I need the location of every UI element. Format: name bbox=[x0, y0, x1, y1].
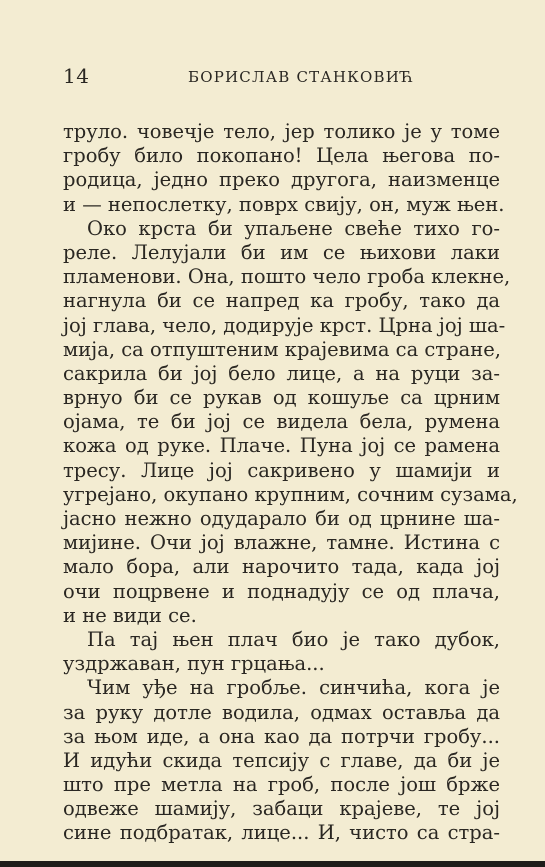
text-line: врнуо би се рукав од кошуље са црним bbox=[63, 386, 500, 410]
text-line: кожа од руке. Плаче. Пуна јој се рамена bbox=[63, 434, 500, 458]
text-line: родица, једно преко другога, наизменце bbox=[63, 168, 500, 192]
text-line: очи поцрвене и поднадују се од плача, bbox=[63, 579, 500, 603]
text-line: јасно нежно одударало би од црнине ша- bbox=[63, 507, 500, 530]
body-text bbox=[63, 120, 518, 846]
text-line: и не види се. bbox=[63, 603, 197, 627]
text-line: И идући скида тепсију с главе, да би је bbox=[63, 748, 500, 772]
text-line: угрејано, окупано крупним, сочним сузама, bbox=[63, 482, 518, 506]
text-line: за њом иде, а она као да потрчи гробу... bbox=[63, 724, 500, 748]
text-line: Чим уђе на гробље. синчића, кога је bbox=[87, 676, 500, 700]
text-line: ојама, те би јој се видела бела, румена bbox=[63, 410, 500, 434]
text-line: што пре метла на гроб, после још брже bbox=[63, 773, 500, 797]
text-line: одвеже шамију, забаци крајеве, те јој bbox=[63, 797, 500, 821]
text-line: Па тај њен плач био је тако дубок, bbox=[87, 627, 500, 651]
text-line: уздржаван, пун грцања... bbox=[63, 652, 325, 676]
text-line: гробу било покопано! Цела његова по- bbox=[63, 144, 500, 168]
text-line: мијине. Очи јој влажне, тамне. Истина с bbox=[63, 531, 500, 555]
text-line: труло. човечје тело, јер толико је у томе bbox=[63, 120, 500, 143]
text-line: сакрила би јој бело лице, а на руци за- bbox=[63, 361, 500, 385]
text-line: мало бора, али нарочито тада, када јој bbox=[63, 555, 500, 579]
text-line: Око крста би упаљене свеће тихо го- bbox=[87, 216, 500, 240]
text-line: тресу. Лице јој сакривено у шамији и bbox=[63, 458, 500, 482]
text-line: реле. Лелујали би им се њихови лаки bbox=[63, 240, 500, 264]
text-line: мија, са отпуштеним крајевима са стране, bbox=[63, 337, 501, 361]
text-line: јој глава, чело, додирује крст. Црна јој ша- bbox=[63, 313, 506, 337]
page-number: 14 bbox=[63, 64, 90, 88]
text-line: пламенови. Она, пошто чело гроба клекне, bbox=[63, 265, 511, 289]
text-line: нагнула би се напред ка гробу, тако да bbox=[63, 289, 500, 313]
text-line: и — непослетку, поврх свију, он, муж њен. bbox=[63, 192, 505, 216]
text-line: за руку дотле водила, одмах оставља да bbox=[63, 700, 500, 724]
page-edge-rule bbox=[0, 861, 545, 867]
text-line: сине подбратак, лице... И, чисто са стра- bbox=[63, 821, 500, 845]
running-head: БОРИСЛАВ СТАНКОВИЋ bbox=[188, 68, 415, 86]
